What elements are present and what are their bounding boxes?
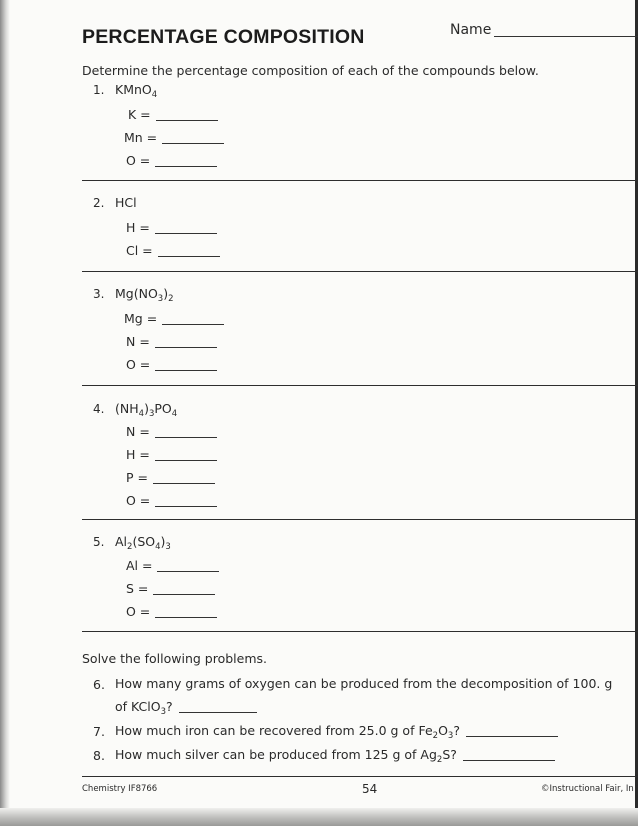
element-row: H = xyxy=(126,220,217,235)
question-number: 8. xyxy=(93,748,105,763)
element-row: O = xyxy=(126,153,217,168)
element-row: O = xyxy=(126,493,217,508)
solve-heading: Solve the following problems. xyxy=(82,651,267,666)
question-text: How many grams of oxygen can be produced from the decomposition of 100. g xyxy=(115,676,613,691)
instructions: Determine the percentage composition of each of the compounds below. xyxy=(82,63,539,78)
answer-blank[interactable] xyxy=(155,166,217,167)
answer-blank[interactable] xyxy=(155,233,217,234)
page-binding-shadow xyxy=(0,0,10,826)
section-divider xyxy=(82,631,638,632)
answer-blank[interactable] xyxy=(162,324,224,325)
answer-blank[interactable] xyxy=(466,736,558,737)
page-bottom-shadow xyxy=(0,808,638,826)
answer-blank[interactable] xyxy=(155,437,217,438)
element-row: Al = xyxy=(126,558,219,573)
answer-blank[interactable] xyxy=(158,256,220,257)
question-text: How much silver can be produced from 125 g of $Ag_2S$? xyxy=(115,747,555,765)
answer-blank[interactable] xyxy=(179,712,257,713)
element-row: P = xyxy=(126,470,215,485)
answer-blank[interactable] xyxy=(463,760,555,761)
page-title: PERCENTAGE COMPOSITION xyxy=(82,26,365,48)
answer-blank[interactable] xyxy=(156,120,218,121)
element-row: N = xyxy=(126,334,217,349)
answer-blank[interactable] xyxy=(155,506,217,507)
name-label: Name xyxy=(450,22,492,38)
question-text: How much iron can be recovered from 25.0 g of $Fe_2O_3$? xyxy=(115,723,558,741)
answer-blank[interactable] xyxy=(155,617,217,618)
problem-formula: $Al_2(SO_4)_3$ xyxy=(115,534,171,552)
answer-blank[interactable] xyxy=(155,460,217,461)
problem-formula: $(NH_4)_3PO_4$ xyxy=(115,401,178,419)
answer-blank[interactable] xyxy=(162,143,224,144)
answer-blank[interactable] xyxy=(153,594,215,595)
element-row: K = xyxy=(128,107,218,122)
answer-blank[interactable] xyxy=(157,571,219,572)
element-row: O = xyxy=(126,357,217,372)
footer-right: ©Instructional Fair, In xyxy=(541,784,634,794)
section-divider xyxy=(82,271,638,272)
answer-blank[interactable] xyxy=(155,347,217,348)
question-number: 6. xyxy=(93,677,105,692)
problem-formula: $Mg(NO_3)_2$ xyxy=(115,286,174,304)
footer-divider xyxy=(82,776,638,777)
problem-number: 4. xyxy=(93,402,105,416)
question-text: of KClO$_3$? xyxy=(115,699,257,717)
element-row: N = xyxy=(126,424,217,439)
problem-formula: KMnO$_4$ xyxy=(115,82,158,100)
element-row: Mg = xyxy=(124,311,224,326)
footer-left: Chemistry IF8766 xyxy=(82,784,158,794)
page-number: 54 xyxy=(362,782,378,796)
problem-formula: HCl xyxy=(115,195,137,210)
question-number: 7. xyxy=(93,724,105,739)
element-row: H = xyxy=(126,447,217,462)
section-divider xyxy=(82,519,638,520)
problem-number: 5. xyxy=(93,535,105,549)
element-row: Mn = xyxy=(124,130,224,145)
element-row: Cl = xyxy=(126,243,220,258)
element-row: S = xyxy=(126,581,215,596)
problem-number: 2. xyxy=(93,196,105,210)
answer-blank[interactable] xyxy=(153,483,215,484)
section-divider xyxy=(82,385,638,386)
problem-number: 3. xyxy=(93,287,105,301)
problem-number: 1. xyxy=(93,83,105,97)
section-divider xyxy=(82,180,638,181)
name-field[interactable] xyxy=(494,36,638,37)
element-row: O = xyxy=(126,604,217,619)
answer-blank[interactable] xyxy=(155,370,217,371)
